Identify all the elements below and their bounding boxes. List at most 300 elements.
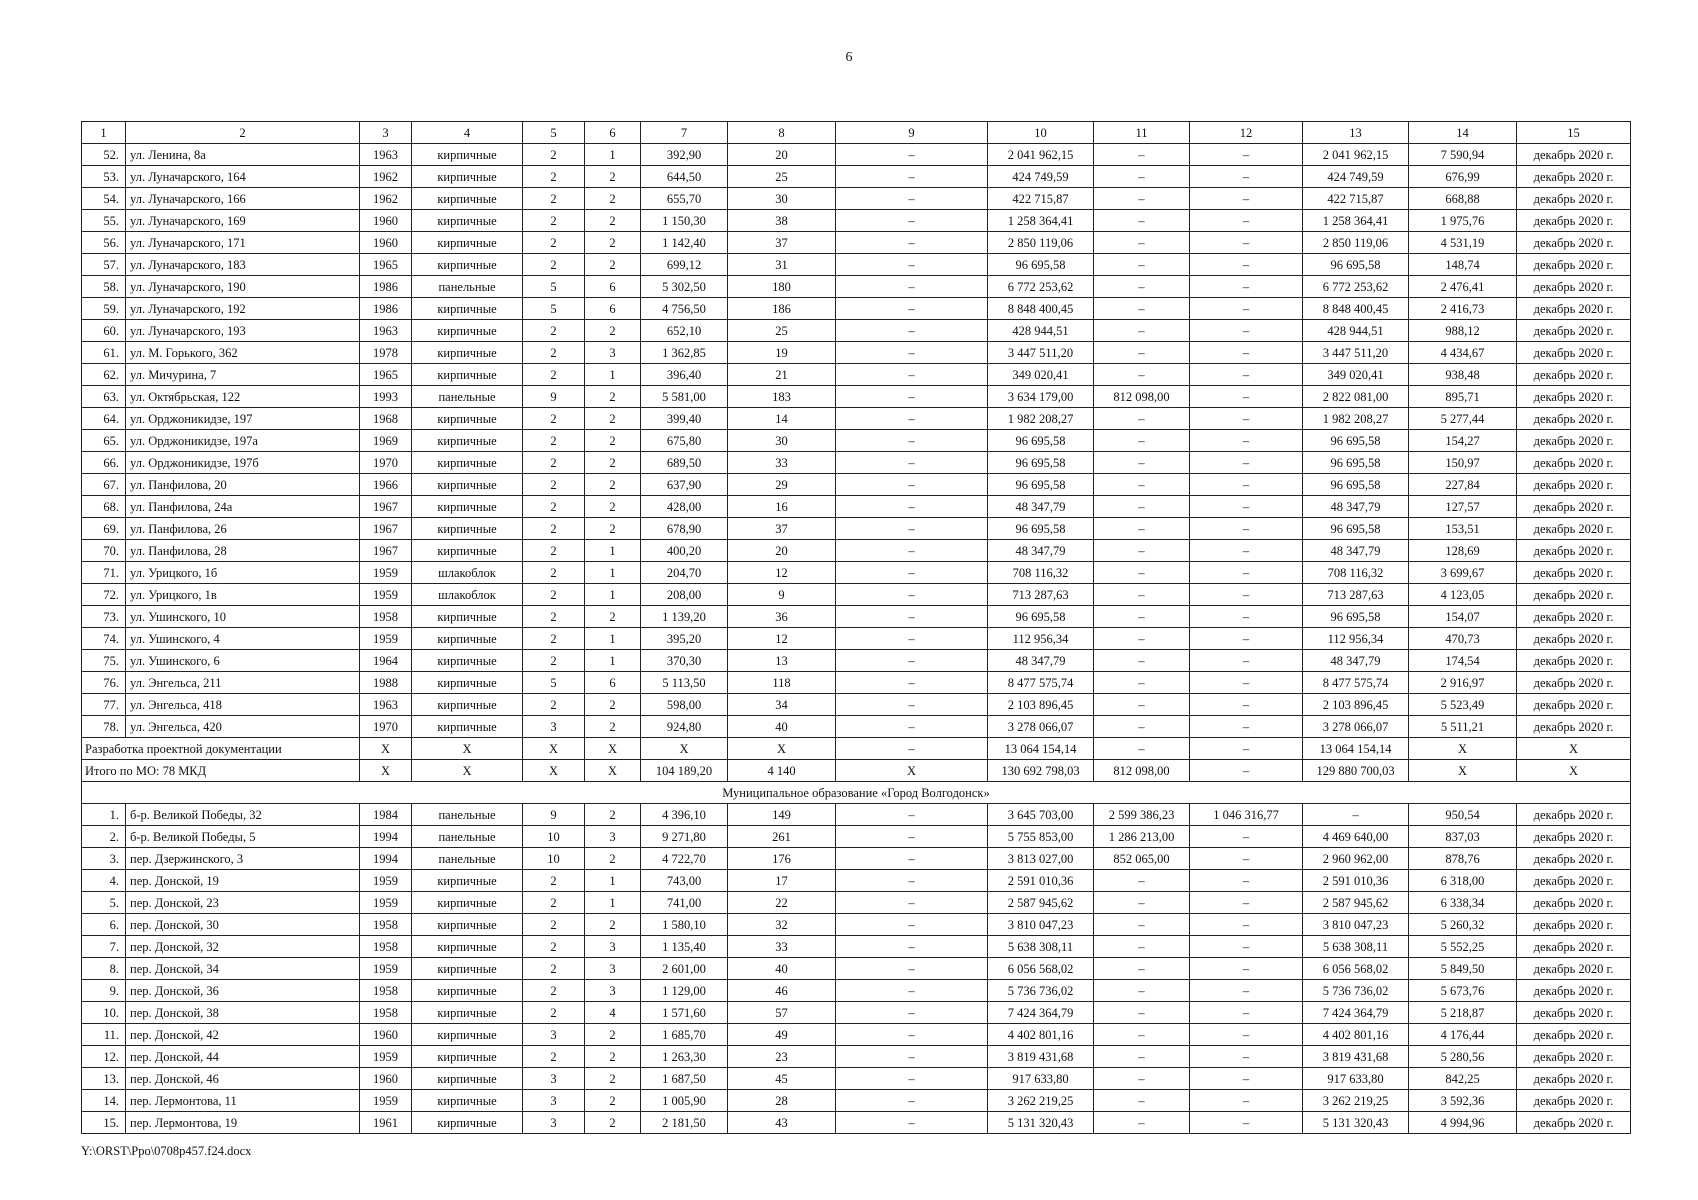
table-cell: –	[836, 1112, 988, 1134]
table-cell: 3 447 511,20	[988, 342, 1094, 364]
table-cell: 395,20	[641, 628, 728, 650]
table-cell: 20	[728, 144, 836, 166]
table-cell: ул. Энгельса, 418	[126, 694, 360, 716]
table-cell: 33	[728, 452, 836, 474]
table-cell: 2	[585, 188, 641, 210]
table-cell: –	[1190, 232, 1303, 254]
table-cell: 74.	[82, 628, 126, 650]
table-cell: 1 362,85	[641, 342, 728, 364]
table-cell: 1 982 208,27	[988, 408, 1094, 430]
table-cell: 48 347,79	[988, 496, 1094, 518]
table-cell: 63.	[82, 386, 126, 408]
table-cell: 3	[360, 122, 412, 144]
table-cell: 1	[585, 144, 641, 166]
table-cell: –	[836, 232, 988, 254]
table-cell: 10	[523, 848, 585, 870]
table-cell: 96 695,58	[988, 254, 1094, 276]
table-cell: –	[1190, 1068, 1303, 1090]
table-cell: –	[836, 474, 988, 496]
table-cell: –	[1094, 606, 1190, 628]
table-cell: 5 552,25	[1409, 936, 1517, 958]
table-cell: 2 601,00	[641, 958, 728, 980]
table-cell: 5 755 853,00	[988, 826, 1094, 848]
table-cell: 6 772 253,62	[988, 276, 1094, 298]
table-row	[82, 386, 1631, 408]
table-cell: 812 098,00	[1094, 386, 1190, 408]
table-row	[82, 188, 1631, 210]
table-cell: 2	[585, 518, 641, 540]
table-cell: ул. Орджоникидзе, 197б	[126, 452, 360, 474]
table-cell: 2 591 010,36	[988, 870, 1094, 892]
table-cell: декабрь 2020 г.	[1517, 496, 1631, 518]
table-cell: 988,12	[1409, 320, 1517, 342]
table-cell: 6	[585, 122, 641, 144]
table-cell: 1959	[360, 1046, 412, 1068]
table-cell: декабрь 2020 г.	[1517, 716, 1631, 738]
table-cell: 5	[523, 276, 585, 298]
table-row	[82, 518, 1631, 540]
table-cell: кирпичные	[412, 892, 523, 914]
table-cell: –	[1094, 166, 1190, 188]
table-cell: 57	[728, 1002, 836, 1024]
table-cell: 678,90	[641, 518, 728, 540]
table-row	[82, 298, 1631, 320]
table-cell: декабрь 2020 г.	[1517, 562, 1631, 584]
table-cell: декабрь 2020 г.	[1517, 628, 1631, 650]
table-cell: 3 645 703,00	[988, 804, 1094, 826]
table-cell: 1986	[360, 298, 412, 320]
table-row	[82, 210, 1631, 232]
table-cell: 1959	[360, 1090, 412, 1112]
table-cell: 370,30	[641, 650, 728, 672]
table-cell: –	[1094, 584, 1190, 606]
table-cell: 48 347,79	[1303, 540, 1409, 562]
table-cell: 1960	[360, 1024, 412, 1046]
table-cell: X	[1409, 738, 1517, 760]
table-cell: –	[1094, 1068, 1190, 1090]
table-cell: 40	[728, 716, 836, 738]
table-cell: 1968	[360, 408, 412, 430]
table-cell: 349 020,41	[988, 364, 1094, 386]
table-cell: 2	[523, 628, 585, 650]
table-cell: 4 756,50	[641, 298, 728, 320]
table-cell: 1993	[360, 386, 412, 408]
table-cell: 6	[585, 298, 641, 320]
table-cell: 1965	[360, 364, 412, 386]
table-cell: 112 956,34	[988, 628, 1094, 650]
table-cell: –	[1094, 364, 1190, 386]
table-cell: 743,00	[641, 870, 728, 892]
table-cell: 96 695,58	[988, 430, 1094, 452]
table-cell: декабрь 2020 г.	[1517, 188, 1631, 210]
table-cell: 14	[1409, 122, 1517, 144]
table-row	[82, 870, 1631, 892]
table-cell: декабрь 2020 г.	[1517, 364, 1631, 386]
table-cell: 2	[523, 144, 585, 166]
table-cell: –	[836, 584, 988, 606]
table-cell: –	[1190, 364, 1303, 386]
table-cell: –	[1190, 914, 1303, 936]
table-cell: 2	[585, 210, 641, 232]
table-cell: 36	[728, 606, 836, 628]
table-cell: 1 139,20	[641, 606, 728, 628]
table-cell: декабрь 2020 г.	[1517, 540, 1631, 562]
table-cell: 2	[585, 804, 641, 826]
table-cell: 1	[585, 562, 641, 584]
table-cell: 2	[523, 474, 585, 496]
table-cell: 1960	[360, 1068, 412, 1090]
table-cell: ул. Урицкого, 1в	[126, 584, 360, 606]
table-row	[82, 276, 1631, 298]
table-cell: декабрь 2020 г.	[1517, 1002, 1631, 1024]
table-cell: 1 135,40	[641, 936, 728, 958]
table-cell: 1 687,50	[641, 1068, 728, 1090]
table-cell: –	[1190, 276, 1303, 298]
table-cell: –	[1190, 144, 1303, 166]
table-cell: 428 944,51	[1303, 320, 1409, 342]
table-cell: –	[836, 1024, 988, 1046]
table-cell: декабрь 2020 г.	[1517, 606, 1631, 628]
table-cell: 8.	[82, 958, 126, 980]
table-cell: Разработка проектной документации	[82, 738, 360, 760]
table-cell: пер. Донской, 42	[126, 1024, 360, 1046]
table-cell: 16	[728, 496, 836, 518]
table-cell: 3 262 219,25	[1303, 1090, 1409, 1112]
table-cell: –	[1190, 826, 1303, 848]
table-cell: –	[1094, 650, 1190, 672]
table-cell: 1.	[82, 804, 126, 826]
table-cell: 2 850 119,06	[988, 232, 1094, 254]
table-cell: 96 695,58	[1303, 606, 1409, 628]
table-cell: 148,74	[1409, 254, 1517, 276]
table-cell: 4 531,19	[1409, 232, 1517, 254]
table-cell: 64.	[82, 408, 126, 430]
table-cell: 950,54	[1409, 804, 1517, 826]
table-cell: 637,90	[641, 474, 728, 496]
table-cell: 422 715,87	[1303, 188, 1409, 210]
table-cell: –	[1190, 1090, 1303, 1112]
table-cell: 9 271,80	[641, 826, 728, 848]
table-cell: –	[1190, 430, 1303, 452]
table-cell: 174,54	[1409, 650, 1517, 672]
table-cell: –	[1094, 254, 1190, 276]
table-cell: 699,12	[641, 254, 728, 276]
table-cell: –	[836, 430, 988, 452]
table-cell: –	[1190, 848, 1303, 870]
table-cell: 2	[585, 848, 641, 870]
table-cell: X	[585, 738, 641, 760]
table-cell: –	[1094, 914, 1190, 936]
table-cell: –	[1190, 452, 1303, 474]
table-cell: б-р. Великой Победы, 5	[126, 826, 360, 848]
table-cell: ул. Ленина, 8а	[126, 144, 360, 166]
table-cell: –	[1190, 1046, 1303, 1068]
table-cell: 5 849,50	[1409, 958, 1517, 980]
table-row	[82, 408, 1631, 430]
table-cell: пер. Донской, 23	[126, 892, 360, 914]
table-cell: 2 916,97	[1409, 672, 1517, 694]
table-cell: 938,48	[1409, 364, 1517, 386]
table-cell: 676,99	[1409, 166, 1517, 188]
table-cell: X	[360, 760, 412, 782]
table-cell: –	[836, 848, 988, 870]
table-cell: 2 599 386,23	[1094, 804, 1190, 826]
table-cell: –	[836, 694, 988, 716]
table-cell: –	[836, 386, 988, 408]
table-cell: 3	[523, 1112, 585, 1134]
table-cell: декабрь 2020 г.	[1517, 1090, 1631, 1112]
table-cell: 1	[585, 364, 641, 386]
table-cell: X	[523, 760, 585, 782]
table-cell: –	[1094, 452, 1190, 474]
table-cell: 183	[728, 386, 836, 408]
table-cell: декабрь 2020 г.	[1517, 980, 1631, 1002]
table-cell: –	[836, 342, 988, 364]
table-row	[82, 892, 1631, 914]
table-cell: 1	[585, 892, 641, 914]
table-cell: кирпичные	[412, 1068, 523, 1090]
table-cell: ул. Энгельса, 420	[126, 716, 360, 738]
table-cell: 5 581,00	[641, 386, 728, 408]
table-cell: 10	[988, 122, 1094, 144]
table-cell: 4 722,70	[641, 848, 728, 870]
table-cell: 5 736 736,02	[1303, 980, 1409, 1002]
table-cell: 8 477 575,74	[988, 672, 1094, 694]
table-cell: шлакоблок	[412, 562, 523, 584]
table-cell: Итого по МО: 78 МКД	[82, 760, 360, 782]
table-cell: –	[1190, 584, 1303, 606]
table-row	[82, 166, 1631, 188]
table-cell: 4 176,44	[1409, 1024, 1517, 1046]
table-cell: 1960	[360, 210, 412, 232]
table-cell: 2	[585, 430, 641, 452]
section-header-row	[82, 782, 1631, 804]
table-cell: панельные	[412, 804, 523, 826]
table-cell: 895,71	[1409, 386, 1517, 408]
table-cell: 76.	[82, 672, 126, 694]
table-cell: 2	[585, 496, 641, 518]
table-cell: –	[1190, 342, 1303, 364]
table-cell: –	[1190, 518, 1303, 540]
table-cell: 13	[728, 650, 836, 672]
table-cell: декабрь 2020 г.	[1517, 892, 1631, 914]
table-cell: 7 424 364,79	[988, 1002, 1094, 1024]
table-cell: 3 278 066,07	[988, 716, 1094, 738]
table-cell: –	[836, 1090, 988, 1112]
table-cell: 837,03	[1409, 826, 1517, 848]
table-cell: 2 587 945,62	[988, 892, 1094, 914]
table-cell: –	[1190, 628, 1303, 650]
table-cell: 9	[523, 386, 585, 408]
table-cell: 3 699,67	[1409, 562, 1517, 584]
section-title: Муниципальное образование «Город Волгодонск»	[82, 782, 1631, 804]
table-cell: –	[1190, 1112, 1303, 1134]
table-cell: 1 571,60	[641, 1002, 728, 1024]
table-cell: декабрь 2020 г.	[1517, 672, 1631, 694]
table-cell: пер. Донской, 38	[126, 1002, 360, 1024]
table-cell: 11.	[82, 1024, 126, 1046]
table-cell: 2	[523, 364, 585, 386]
table-cell: кирпичные	[412, 320, 523, 342]
table-cell: –	[1303, 804, 1409, 826]
table-row	[82, 980, 1631, 1002]
table-cell: –	[836, 672, 988, 694]
table-cell: кирпичные	[412, 298, 523, 320]
table-cell: 2.	[82, 826, 126, 848]
table-row	[82, 1002, 1631, 1024]
table-cell: 3	[585, 936, 641, 958]
table-cell: 741,00	[641, 892, 728, 914]
table-cell: 1967	[360, 518, 412, 540]
table-cell: 1959	[360, 584, 412, 606]
table-row	[82, 804, 1631, 826]
table-cell: 2	[523, 408, 585, 430]
table-cell: X	[728, 738, 836, 760]
table-cell: 15	[1517, 122, 1631, 144]
table-cell: ул. Энгельса, 211	[126, 672, 360, 694]
table-cell: –	[1190, 870, 1303, 892]
table-cell: 96 695,58	[988, 452, 1094, 474]
table-cell: 1	[82, 122, 126, 144]
table-cell: 2	[523, 936, 585, 958]
table-cell: 33	[728, 936, 836, 958]
table-cell: 1 129,00	[641, 980, 728, 1002]
table-cell: 34	[728, 694, 836, 716]
table-cell: 72.	[82, 584, 126, 606]
table-cell: 428,00	[641, 496, 728, 518]
table-cell: кирпичные	[412, 936, 523, 958]
table-cell: пер. Донской, 46	[126, 1068, 360, 1090]
table-cell: 96 695,58	[1303, 254, 1409, 276]
table-cell: ул. Луначарского, 164	[126, 166, 360, 188]
table-cell: 4 994,96	[1409, 1112, 1517, 1134]
table-cell: 4	[585, 1002, 641, 1024]
table-cell: 52.	[82, 144, 126, 166]
table-cell: кирпичные	[412, 540, 523, 562]
table-cell: 6	[585, 672, 641, 694]
table-cell: 1 580,10	[641, 914, 728, 936]
table-row	[82, 254, 1631, 276]
table-cell: декабрь 2020 г.	[1517, 342, 1631, 364]
table-cell: 713 287,63	[1303, 584, 1409, 606]
table-cell: 1960	[360, 232, 412, 254]
table-cell: 75.	[82, 650, 126, 672]
table-cell: 55.	[82, 210, 126, 232]
table-cell: кирпичные	[412, 1002, 523, 1024]
table-cell: 2	[585, 386, 641, 408]
table-cell: 57.	[82, 254, 126, 276]
table-cell: 1 142,40	[641, 232, 728, 254]
table-cell: 73.	[82, 606, 126, 628]
table-cell: 5	[523, 672, 585, 694]
table-cell: 22	[728, 892, 836, 914]
table-cell: 2	[126, 122, 360, 144]
table-cell: 3 262 219,25	[988, 1090, 1094, 1112]
table-cell: 2	[523, 166, 585, 188]
table-cell: 2	[585, 694, 641, 716]
table-cell: 3 592,36	[1409, 1090, 1517, 1112]
table-cell: декабрь 2020 г.	[1517, 320, 1631, 342]
table-cell: –	[1190, 1002, 1303, 1024]
table-cell: –	[1094, 870, 1190, 892]
table-cell: 11	[1094, 122, 1190, 144]
table-cell: декабрь 2020 г.	[1517, 254, 1631, 276]
table-cell: 21	[728, 364, 836, 386]
table-cell: –	[1094, 1090, 1190, 1112]
table-cell: ул. М. Горького, 362	[126, 342, 360, 364]
table-cell: 3.	[82, 848, 126, 870]
table-cell: –	[1190, 298, 1303, 320]
table-cell: пер. Лермонтова, 11	[126, 1090, 360, 1112]
table-cell: 154,27	[1409, 430, 1517, 452]
table-cell: ул. Луначарского, 190	[126, 276, 360, 298]
table-cell: кирпичные	[412, 188, 523, 210]
table-cell: 4 469 640,00	[1303, 826, 1409, 848]
table-cell: 598,00	[641, 694, 728, 716]
table-cell: –	[1190, 1024, 1303, 1046]
table-cell: 261	[728, 826, 836, 848]
table-cell: 48 347,79	[1303, 650, 1409, 672]
table-cell: 424 749,59	[1303, 166, 1409, 188]
table-cell: –	[1190, 606, 1303, 628]
table-cell: 127,57	[1409, 496, 1517, 518]
table-cell: –	[1094, 628, 1190, 650]
table-cell: 66.	[82, 452, 126, 474]
table-cell: 5	[523, 298, 585, 320]
table-cell: 12	[728, 562, 836, 584]
table-cell: –	[836, 496, 988, 518]
table-cell: 4 402 801,16	[988, 1024, 1094, 1046]
table-cell: 1958	[360, 1002, 412, 1024]
table-cell: 13 064 154,14	[1303, 738, 1409, 760]
table-cell: 9	[836, 122, 988, 144]
table-cell: –	[836, 540, 988, 562]
table-row	[82, 694, 1631, 716]
table-cell: 3 813 027,00	[988, 848, 1094, 870]
table-cell: пер. Лермонтова, 19	[126, 1112, 360, 1134]
table-cell: кирпичные	[412, 408, 523, 430]
table-cell: 2	[585, 232, 641, 254]
table-row	[82, 452, 1631, 474]
table-cell: декабрь 2020 г.	[1517, 650, 1631, 672]
table-cell: кирпичные	[412, 430, 523, 452]
table-cell: 153,51	[1409, 518, 1517, 540]
table-cell: кирпичные	[412, 672, 523, 694]
table-cell: 6 318,00	[1409, 870, 1517, 892]
table-cell: 2	[585, 1068, 641, 1090]
table-cell: 15.	[82, 1112, 126, 1134]
table-cell: 38	[728, 210, 836, 232]
table-cell: 2	[523, 254, 585, 276]
table-cell: 186	[728, 298, 836, 320]
table-cell: –	[1094, 232, 1190, 254]
table-cell: 48 347,79	[988, 540, 1094, 562]
table-cell: X	[1409, 760, 1517, 782]
table-cell: панельные	[412, 386, 523, 408]
table-row	[82, 1112, 1631, 1134]
table-cell: 19	[728, 342, 836, 364]
table-cell: 1 258 364,41	[988, 210, 1094, 232]
table-cell: 1	[585, 650, 641, 672]
table-cell: ул. Луначарского, 193	[126, 320, 360, 342]
table-cell: 1958	[360, 606, 412, 628]
table-cell: 48 347,79	[988, 650, 1094, 672]
table-cell: 2 041 962,15	[988, 144, 1094, 166]
table-cell: 399,40	[641, 408, 728, 430]
table-cell: 1963	[360, 144, 412, 166]
table-cell: 1965	[360, 254, 412, 276]
table-cell: –	[836, 716, 988, 738]
